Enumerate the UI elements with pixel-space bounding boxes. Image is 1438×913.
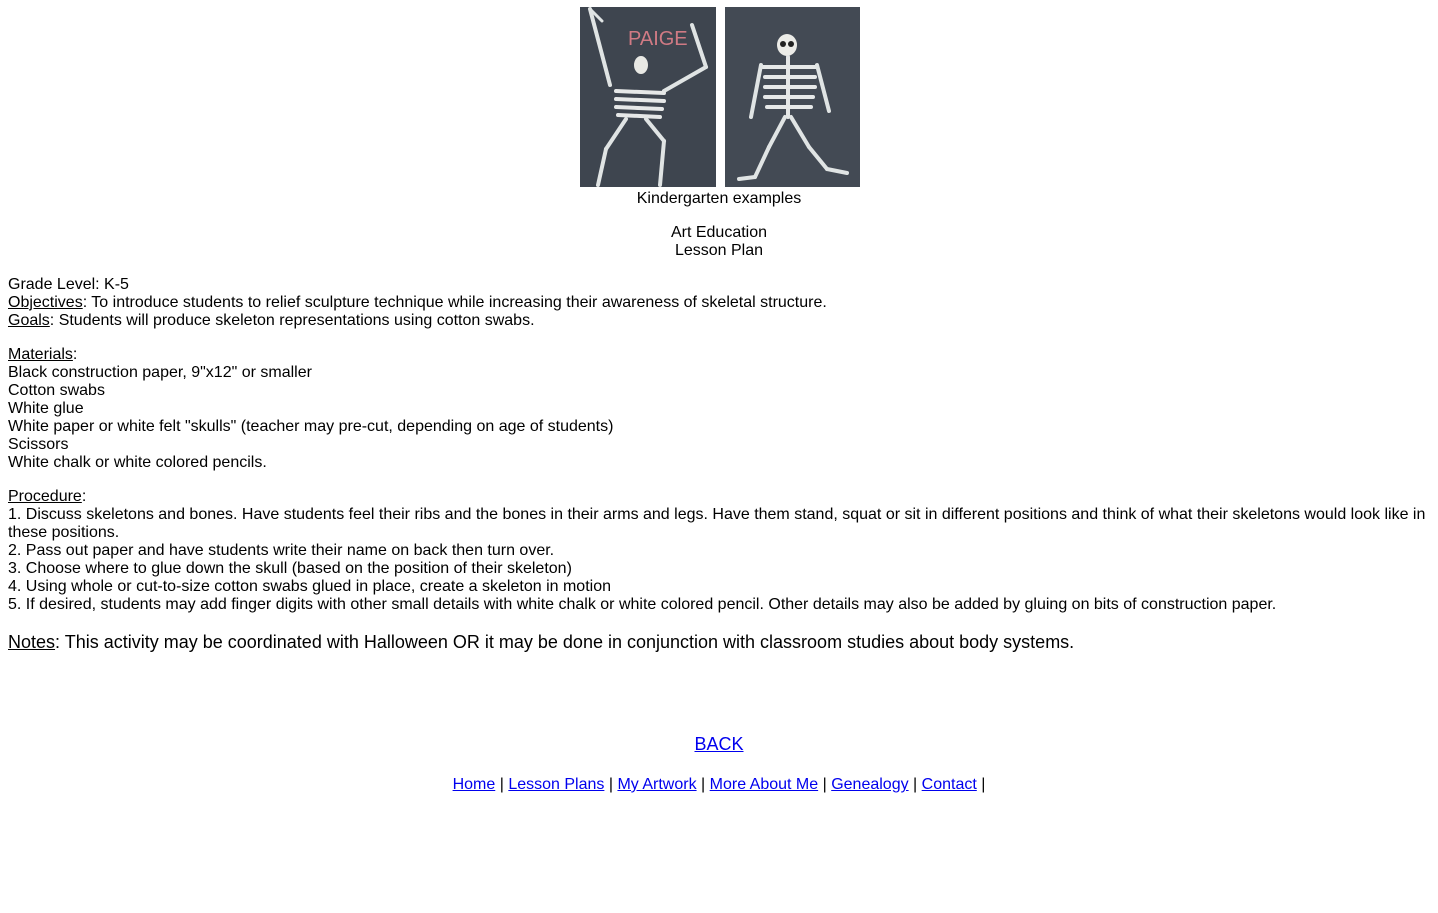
paige-name-text: PAIGE	[628, 28, 688, 50]
materials-colon: :	[72, 346, 78, 363]
nav-link-home[interactable]: Home	[452, 776, 496, 793]
nav-separator: |	[701, 776, 706, 793]
objectives-row	[8, 294, 827, 312]
nav-separator: |	[981, 776, 986, 793]
skeleton-artwork-image-left	[580, 7, 716, 187]
material-item: White paper or white felt "skulls" (teacher may pre-cut, depending on age of students)	[8, 418, 614, 435]
goals-row	[8, 312, 535, 330]
skeleton-artwork-image-right	[725, 7, 860, 187]
procedure-colon: :	[81, 488, 87, 505]
goals-text: : Students will produce skeleton representations using cotton swabs.	[49, 312, 535, 329]
objectives-label: Objectives	[8, 294, 83, 311]
nav-link-more-about-me[interactable]: More About Me	[709, 776, 819, 793]
procedure-step: 1. Discuss skeletons and bones. Have students feel their ribs and the bones in their arms and legs. Have them stand, squat or sit in different positions and think of what their skeletons would look like in these positions.	[8, 506, 1426, 541]
nav-separator: |	[608, 776, 613, 793]
procedure-step: 3. Choose where to glue down the skull (based on the position of their skeleton)	[8, 560, 572, 577]
material-item: White chalk or white colored pencils.	[8, 454, 267, 471]
nav-link-lesson-plans[interactable]: Lesson Plans	[508, 776, 605, 793]
procedure-step: 5. If desired, students may add finger digits with other small details with white chalk or white colored pencil. Other details may also be added by gluing on bits of construction paper.	[8, 596, 1277, 613]
nav-separator: |	[913, 776, 918, 793]
materials-heading	[8, 346, 77, 364]
notes-text: : This activity may be coordinated with Halloween OR it may be done in conjunction with classroom studies about body systems.	[55, 632, 1075, 652]
nav-link-genealogy[interactable]: Genealogy	[831, 776, 909, 793]
procedure-step: 2. Pass out paper and have students write their name on back then turn over.	[8, 542, 555, 559]
notes-row	[8, 632, 1074, 653]
procedure-label: Procedure	[8, 488, 82, 505]
material-item: White glue	[8, 400, 84, 417]
grade-level: Grade Level: K-5	[8, 276, 129, 293]
photo-caption: Kindergarten examples	[636, 190, 802, 207]
footer-nav	[0, 775, 1438, 795]
nav-separator: |	[499, 776, 504, 793]
material-item: Black construction paper, 9"x12" or smaller	[8, 364, 312, 381]
nav-link-contact[interactable]: Contact	[921, 776, 977, 793]
goals-label: Goals	[8, 312, 50, 329]
back-row	[0, 733, 1438, 755]
procedure-heading	[8, 488, 86, 506]
page-title-line1: Art Education	[670, 224, 768, 241]
material-item: Scissors	[8, 436, 69, 453]
materials-label: Materials	[8, 346, 73, 363]
material-item: Cotton swabs	[8, 382, 105, 399]
nav-link-my-artwork[interactable]: My Artwork	[617, 776, 697, 793]
nav-separator: |	[822, 776, 827, 793]
back-link[interactable]: BACK	[694, 734, 744, 754]
notes-label: Notes	[8, 632, 56, 652]
objectives-text: : To introduce students to relief sculpture technique while increasing their awareness of skeletal structure.	[82, 294, 827, 311]
procedure-step: 4. Using whole or cut-to-size cotton swabs glued in place, create a skeleton in motion	[8, 578, 611, 595]
kindergarten-examples-photos	[580, 7, 860, 187]
page-title-line2: Lesson Plan	[674, 242, 764, 259]
